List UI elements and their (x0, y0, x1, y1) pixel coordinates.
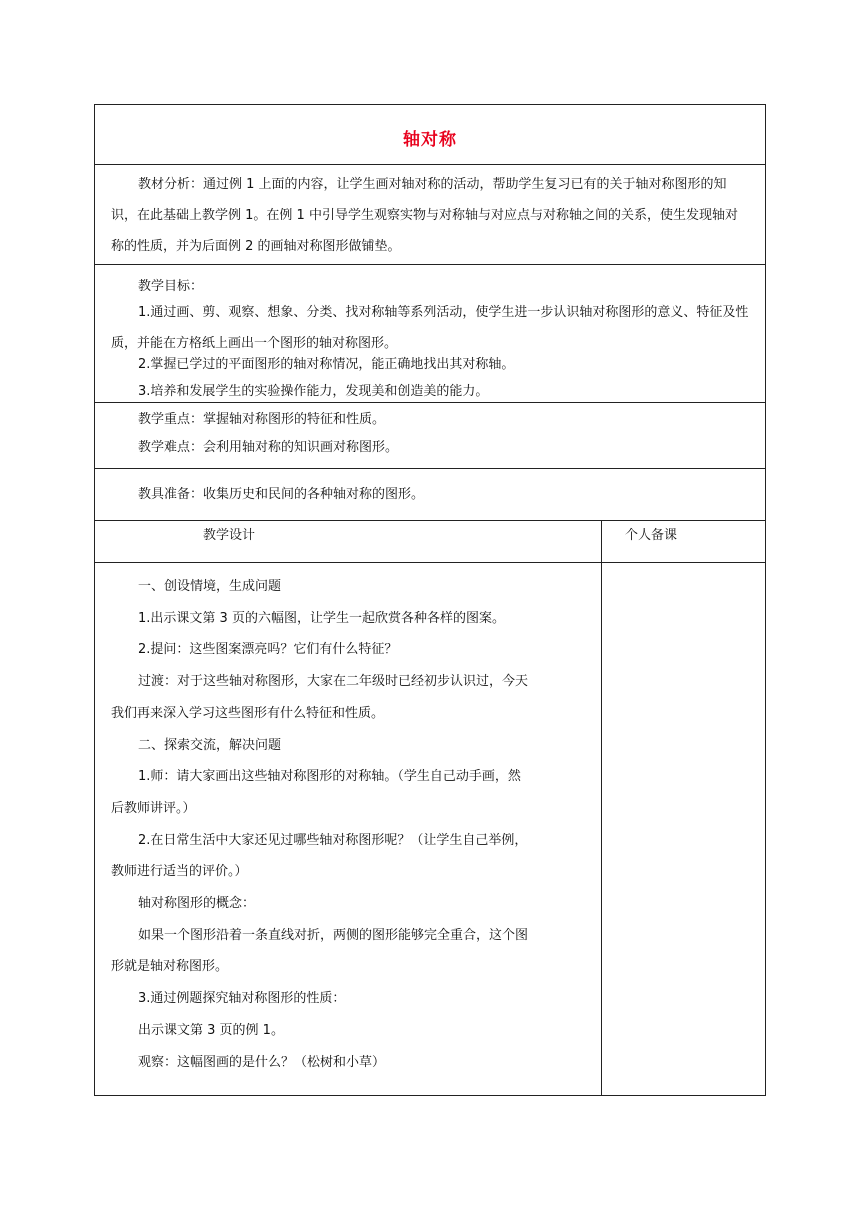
design-header-row (95, 521, 765, 563)
column-divider (601, 521, 602, 1095)
objective-item: 2.掌握已学过的平面图形的轴对称情况，能正确地找出其对称轴。 (138, 357, 515, 372)
focus-row (95, 403, 765, 469)
analysis-text: 教材分析：通过例 1 上面的内容，让学生画对轴对称的活动，帮助学生复习已有的关于轴对称图形的知识，在此基础上教学例 1。在例 1 中引导学生观察实物与对称轴与对应点与对称轴之间的关系，使生发现轴对称的性质，并为后面例 2 的画轴对称图形做铺垫。 (111, 177, 738, 254)
objective-item: 3.培养和发展学生的实验操作能力，发现美和创造美的能力。 (138, 384, 489, 399)
design-line: 后教师讲评。） (111, 800, 196, 816)
title-row (95, 105, 765, 165)
lesson-plan-table (94, 104, 766, 1096)
analysis-row (95, 165, 765, 265)
design-line: 形就是轴对称图形。 (111, 959, 229, 975)
design-line: 轴对称图形的概念： (138, 896, 256, 911)
design-line: 1.出示课文第 3 页的六幅图，让学生一起欣赏各种各样的图案。 (138, 610, 505, 626)
design-line: 我们再来深入学习这些图形有什么特征和性质。 (111, 705, 385, 721)
design-line: 教师进行适当的评价。） (111, 864, 248, 880)
materials-text: 教具准备：收集历史和民间的各种轴对称的图形。 (138, 487, 425, 502)
design-line: 过渡：对于这些轴对称图形，大家在二年级时已经初步认识过，今天 (138, 674, 529, 690)
difficulty-text: 教学难点：会利用轴对称的知识画对称图形。 (138, 440, 399, 455)
design-line: 1.师：请大家画出这些轴对称图形的对称轴。（学生自己动手画，然 (138, 769, 521, 785)
objectives-row (95, 265, 765, 403)
notes-column-header: 个人备课 (625, 528, 678, 543)
design-column-header: 教学设计 (203, 528, 256, 543)
personal-notes-cell (602, 563, 765, 1095)
design-line: 如果一个图形沿着一条直线对折，两侧的图形能够完全重合，这个图 (138, 927, 529, 943)
materials-row (95, 469, 765, 521)
design-body-row (95, 563, 765, 1095)
design-line: 观察：这幅图画的是什么？（松树和小草） (138, 1054, 386, 1070)
key-point-text: 教学重点：掌握轴对称图形的特征和性质。 (138, 412, 386, 427)
design-line: 一、创设情境，生成问题 (138, 579, 282, 594)
design-line: 出示课文第 3 页的例 1。 (138, 1022, 284, 1038)
objectives-heading: 教学目标： (138, 279, 204, 294)
document-title: 轴对称 (403, 130, 457, 150)
design-line: 二、探索交流，解决问题 (138, 737, 282, 753)
design-line: 2.提问：这些图案漂亮吗？它们有什么特征？ (138, 642, 398, 658)
objective-item: 1.通过画、剪、观察、想象、分类、找对称轴等系列活动，使学生进一步认识轴对称图形的意义、特征及性质，并能在方格纸上画出一个图形的轴对称图形。 (111, 305, 749, 351)
design-line: 2.在日常生活中大家还见过哪些轴对称图形呢？（让学生自己举例， (138, 832, 528, 848)
design-line: 3.通过例题探究轴对称图形的性质： (138, 991, 346, 1007)
